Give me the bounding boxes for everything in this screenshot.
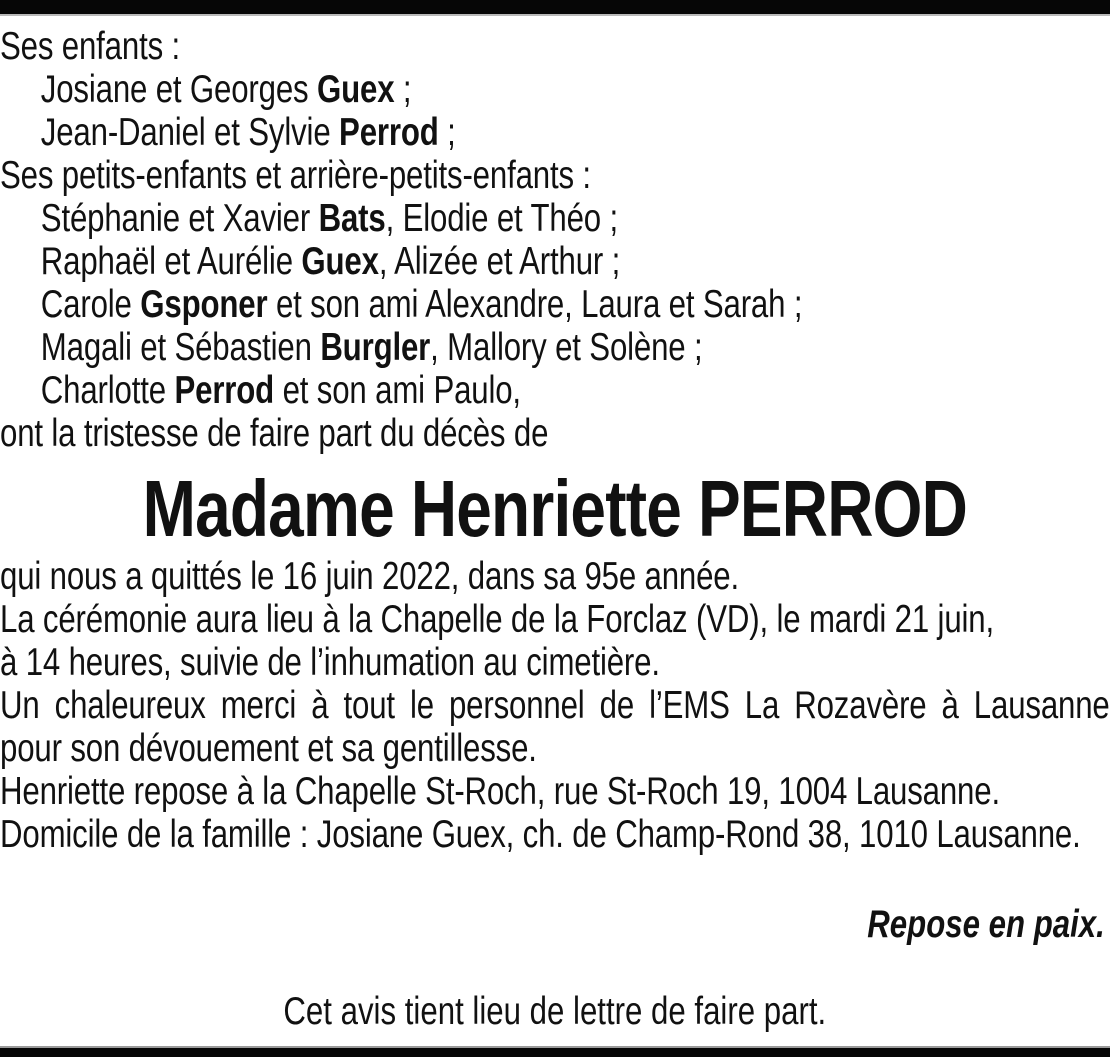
family-line [0,326,1110,369]
family-line-text: ; [438,111,456,154]
body-line: Domicile de la famille : Josiane Guex, ch. de Champ-Rond 38, 1010 Lausanne. [0,813,1081,856]
family-line [0,197,1110,240]
family-line [0,240,1110,283]
body-line: qui nous a quittés le 16 juin 2022, dans sa 95e année. [0,555,740,598]
family-line [0,369,1110,412]
family-line-text: Magali et Sébastien [40,326,321,369]
family-line-text: Ses enfants : [0,25,181,68]
family-name: Guex [317,68,395,111]
notice-content [0,14,1110,1033]
family-line-text: , Alizée et Arthur ; [378,240,621,283]
family-line-text: , Elodie et Théo ; [385,197,619,240]
family-list [0,25,1110,455]
farewell-line: Repose en paix. [867,903,1105,946]
body-line: Henriette repose à la Chapelle St-Roch, rue St-Roch 19, 1004 Lausanne. [0,770,1000,813]
body-line: Un chaleureux merci à tout le personnel de l’EMS La Rozavère à Lausanne [0,684,1110,727]
family-line [0,283,1110,326]
footer-note: Cet avis tient lieu de lettre de faire part. [283,990,827,1033]
family-line-text: Charlotte [40,369,175,412]
family-line [0,25,1110,68]
family-name: Perrod [339,111,439,154]
family-line-text: et son ami Alexandre, Laura et Sarah ; [267,283,803,326]
notice-body [0,555,1110,856]
body-line: pour son dévouement et sa gentillesse. [0,727,537,770]
family-name: Burgler [320,326,431,369]
family-line-text: Carole [40,283,141,326]
body-line: à 14 heures, suivie de l’inhumation au cimetière. [0,641,660,684]
family-line [0,68,1110,111]
announcement-text: ont la tristesse de faire part du décès de [0,412,549,455]
family-name: Gsponer [140,283,268,326]
family-line-text: et son ami Paulo, [274,369,521,412]
announcement-line [0,412,1110,455]
family-line-text: ; [394,68,412,111]
bottom-border-rule [0,1046,1110,1057]
family-name: Bats [318,197,386,240]
family-line-text: Ses petits-enfants et arrière-petits-enfants : [0,154,591,197]
family-name: Perrod [174,369,275,412]
deceased-name-title: Madame Henriette PERROD [142,464,968,553]
family-line-text: Jean-Daniel et Sylvie [40,111,340,154]
family-line [0,111,1110,154]
family-line-text: Josiane et Georges [40,68,318,111]
family-line [0,154,1110,197]
family-line-text: , Mallory et Solène ; [430,326,703,369]
body-line: La cérémonie aura lieu à la Chapelle de la Forclaz (VD), le mardi 21 juin, [0,598,994,641]
family-line-text: Raphaël et Aurélie [40,240,302,283]
family-name: Guex [301,240,379,283]
family-line-text: Stéphanie et Xavier [40,197,319,240]
